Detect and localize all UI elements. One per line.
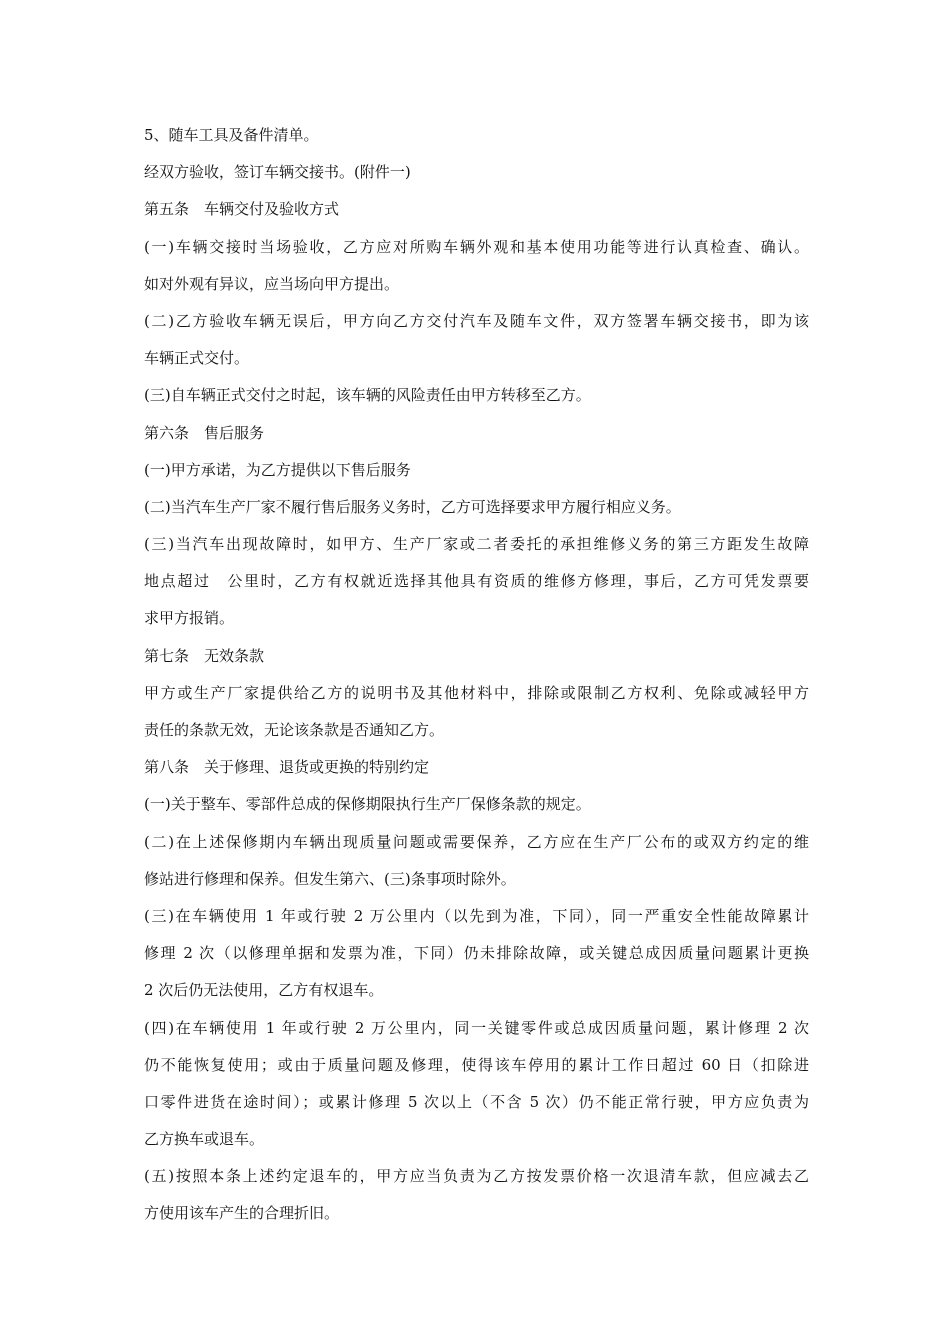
section-heading: 第七条 无效条款	[144, 646, 265, 665]
text-line: (二)在上述保修期内车辆出现质量问题或需要保养，乙方应在生产厂公布的或双方约定的维	[144, 832, 809, 851]
text-line: 口零件进货在途时间）；或累计修理 5 次以上（不含 5 次）仍不能正常行驶，甲方应负责为	[144, 1092, 809, 1111]
text-line: (一)关于整车、零部件总成的保修期限执行生产厂保修条款的规定。	[144, 795, 591, 814]
document-body	[144, 117, 809, 1233]
text-line: 地点超过 公里时，乙方有权就近选择其他具有资质的维修方修理，事后，乙方可凭发票要	[144, 572, 809, 591]
text-line: (四)在车辆使用 1 年或行驶 2 万公里内，同一关键零件或总成因质量问题，累计修理 2 次	[144, 1018, 809, 1037]
text-line: (五)按照本条上述约定退车的，甲方应当负责为乙方按发票价格一次退清车款，但应减去乙	[144, 1167, 809, 1186]
text-line: 修站进行修理和保养。但发生第六、(三)条事项时除外。	[144, 869, 516, 888]
text-line: 乙方换车或退车。	[144, 1130, 265, 1149]
text-line: 甲方或生产厂家提供给乙方的说明书及其他材料中，排除或限制乙方权利、免除或减轻甲方	[144, 683, 809, 702]
text-line: (三)当汽车出现故障时，如甲方、生产厂家或二者委托的承担维修义务的第三方距发生故障	[144, 535, 809, 554]
section-heading: 第六条 售后服务	[144, 423, 265, 442]
text-line: (一)甲方承诺，为乙方提供以下售后服务	[144, 460, 411, 479]
text-line: (二)乙方验收车辆无误后，甲方向乙方交付汽车及随车文件，双方签署车辆交接书，即为该	[144, 311, 809, 330]
section-heading: 第五条 车辆交付及验收方式	[144, 200, 340, 219]
text-line: (三)自车辆正式交付之时起，该车辆的风险责任由甲方转移至乙方。	[144, 386, 591, 405]
text-line: (一)车辆交接时当场验收，乙方应对所购车辆外观和基本使用功能等进行认真检查、确认。	[144, 237, 809, 256]
text-line: 车辆正式交付。	[144, 349, 250, 368]
text-line: 方使用该车产生的合理折旧。	[144, 1204, 340, 1223]
text-line: 求甲方报销。	[144, 609, 235, 628]
text-line: 2 次后仍无法使用，乙方有权退车。	[144, 981, 384, 1000]
text-line: 仍不能恢复使用；或由于质量问题及修理，使得该车停用的累计工作日超过 60 日（扣除进	[144, 1055, 809, 1074]
section-heading: 第八条 关于修理、退货或更换的特别约定	[144, 758, 430, 777]
text-line: 修理 2 次（以修理单据和发票为准，下同）仍未排除故障，或关键总成因质量问题累计更换	[144, 944, 809, 963]
text-line: 5、随车工具及备件清单。	[144, 126, 319, 144]
text-line: (二)当汽车生产厂家不履行售后服务义务时，乙方可选择要求甲方履行相应义务。	[144, 497, 681, 516]
text-line: 经双方验收，签订车辆交接书。(附件一)	[144, 163, 411, 182]
text-line: (三)在车辆使用 1 年或行驶 2 万公里内（以先到为准，下同），同一严重安全性能故障累计	[144, 906, 809, 925]
text-line: 如对外观有异议，应当场向甲方提出。	[144, 274, 400, 293]
text-line: 责任的条款无效，无论该条款是否通知乙方。	[144, 721, 445, 739]
